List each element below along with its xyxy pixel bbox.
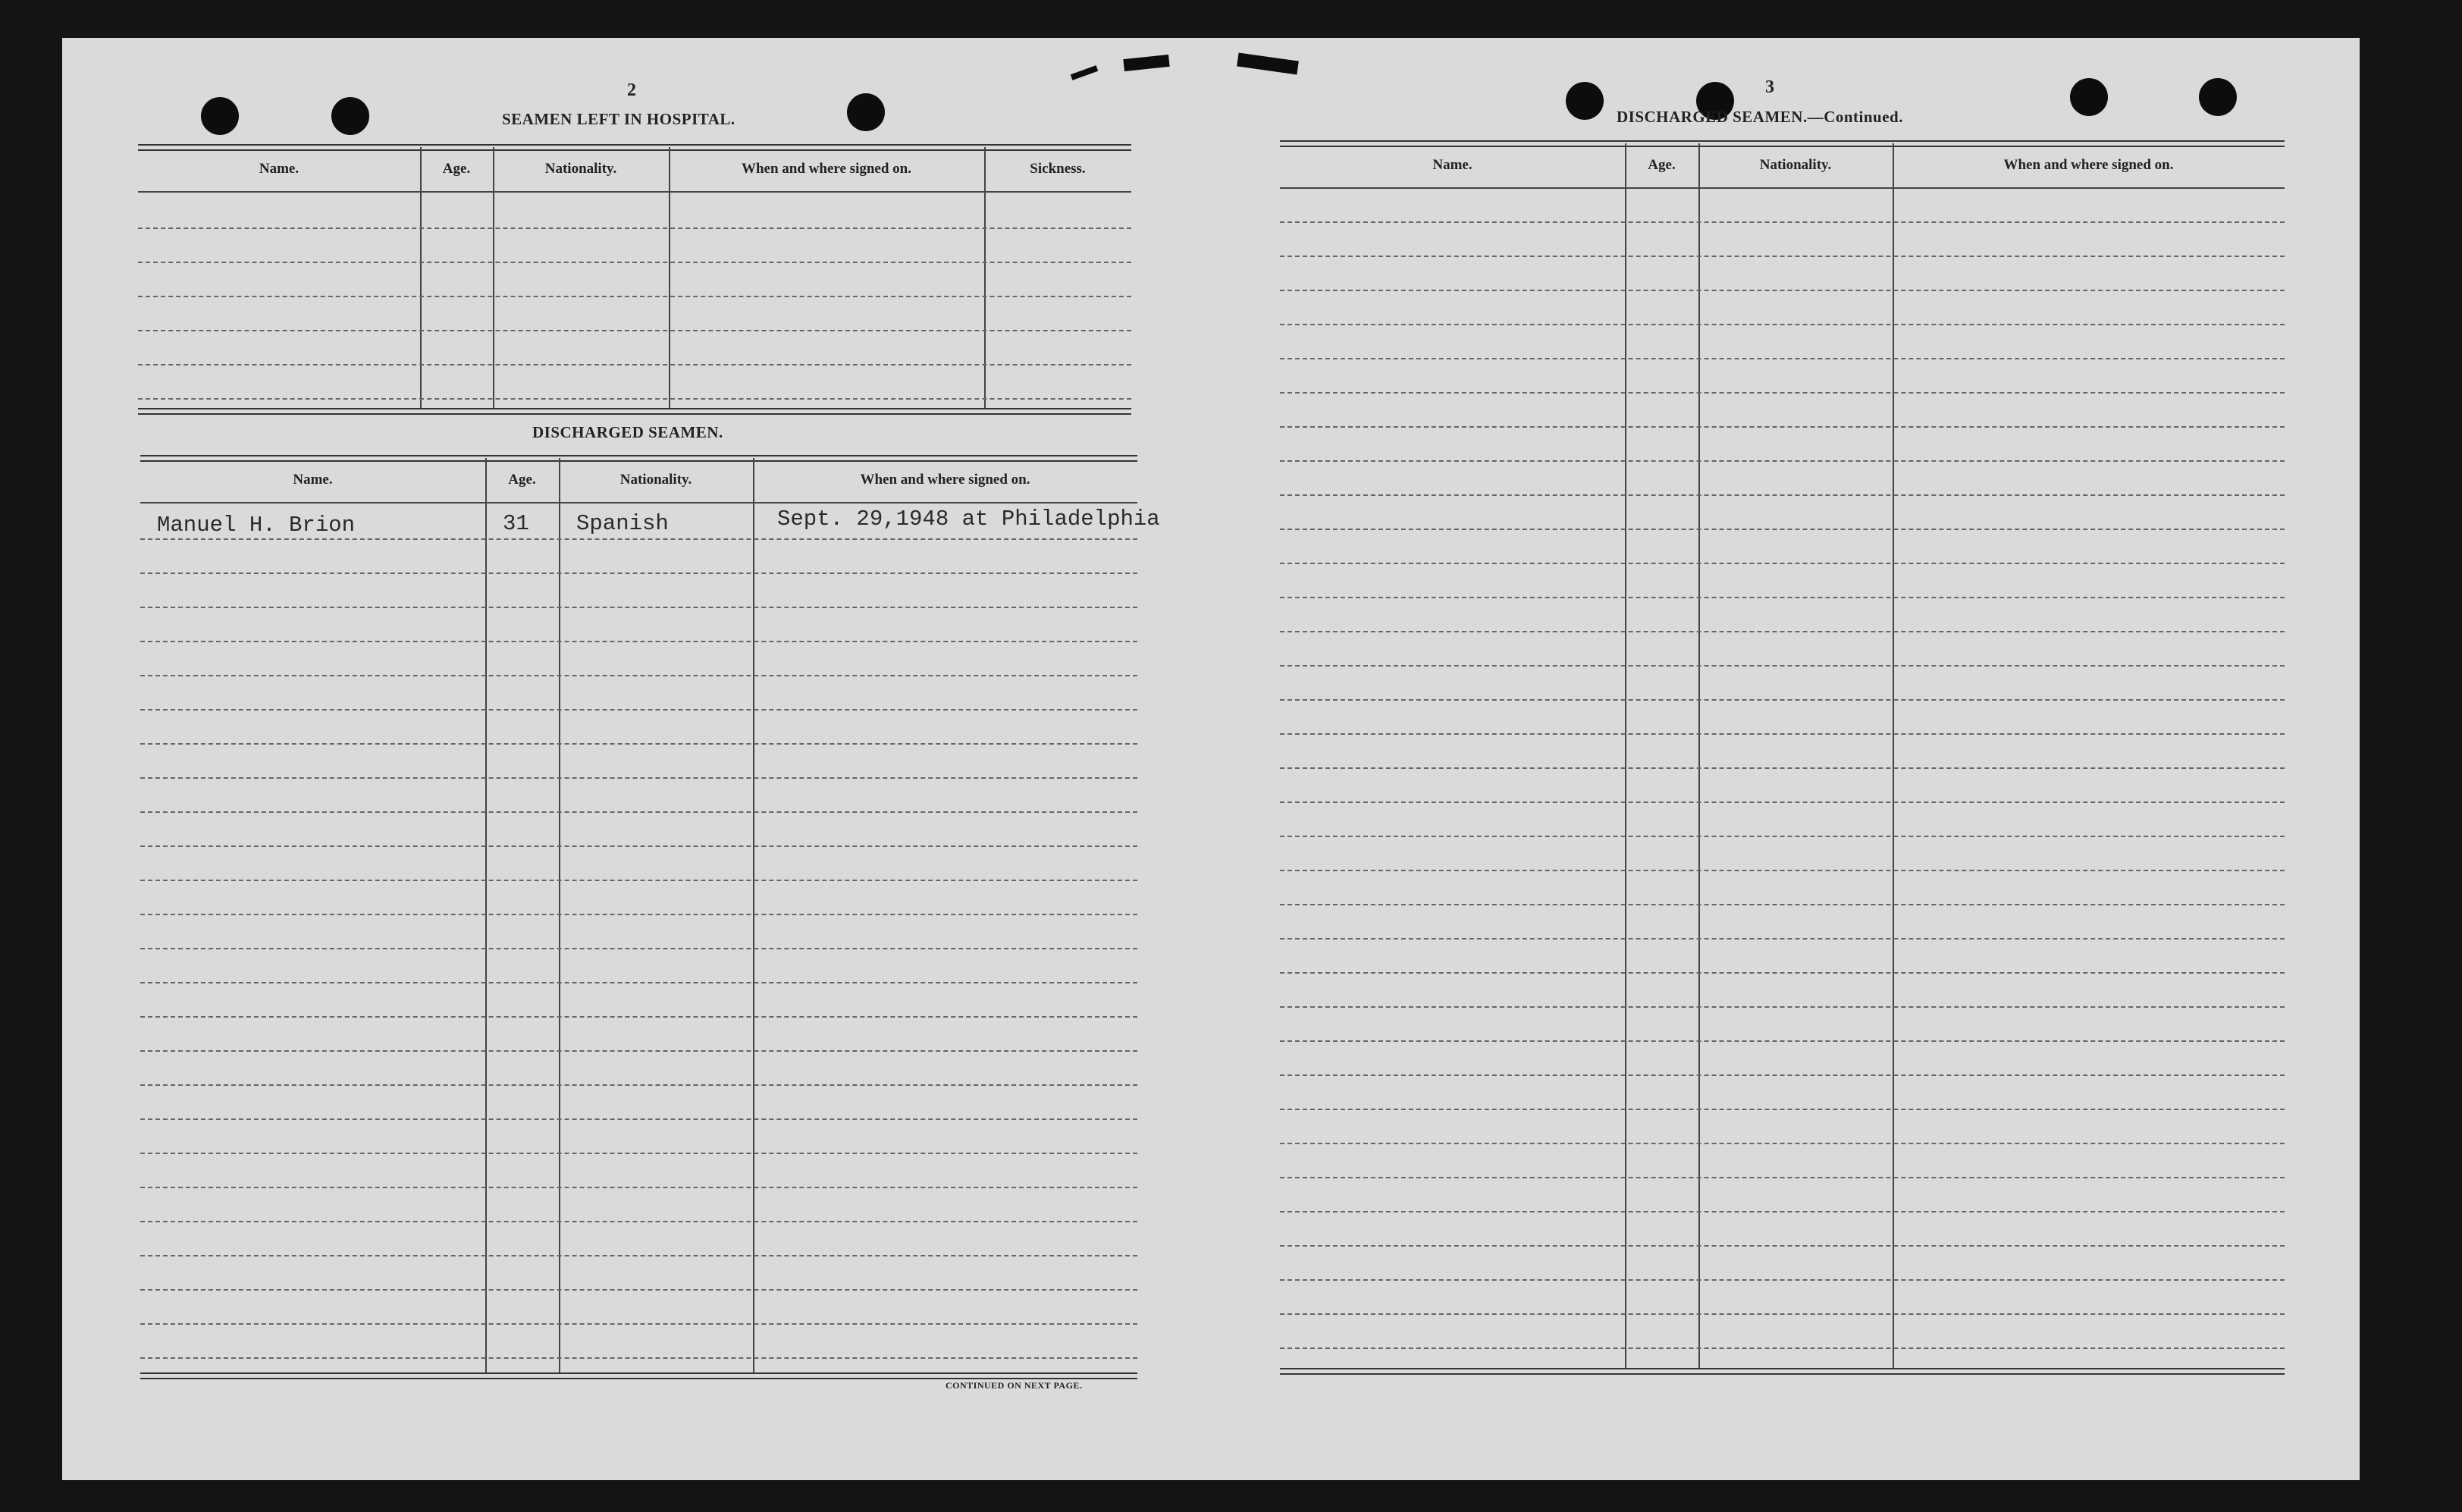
paper-damage (1071, 65, 1099, 80)
title-suffix: —Continued. (1807, 108, 1903, 126)
column-header: Name. (259, 161, 300, 177)
column-header: Nationality. (619, 472, 692, 488)
punch-hole (847, 93, 885, 131)
punch-hole (2070, 78, 2108, 116)
hospital-table (138, 144, 1131, 451)
column-header: When and where signed on. (741, 161, 911, 177)
column-header: Age. (1648, 157, 1676, 173)
column-header: When and where signed on. (2003, 157, 2174, 173)
column-header: Nationality. (1759, 157, 1832, 173)
left-page (62, 38, 1184, 1480)
column-header: Age. (442, 161, 471, 177)
continued-note: CONTINUED ON NEXT PAGE. (946, 1380, 1083, 1391)
column-header: Name. (1432, 157, 1472, 173)
column-header: When and where signed on. (860, 472, 1030, 488)
title-main: DISCHARGED SEAMEN. (1617, 108, 1808, 126)
column-header: Sickness. (1030, 161, 1086, 177)
page-number: 2 (627, 80, 636, 100)
seaman-signed-on: Sept. 29,1948 at Philadelphia (777, 507, 1160, 532)
column-header: Nationality. (544, 161, 617, 177)
seaman-nationality: Spanish (576, 511, 669, 536)
discharged-table (140, 455, 1160, 1418)
column-header: Age. (508, 472, 536, 488)
punch-hole (201, 97, 239, 135)
column-header: Name. (293, 472, 333, 488)
discharged-continued-title (1617, 108, 1903, 127)
paper-damage (1123, 55, 1169, 71)
punch-hole (2199, 78, 2237, 116)
paper-damage (1237, 53, 1299, 75)
discharged-section-title: DISCHARGED SEAMEN. (532, 423, 723, 441)
hospital-section-title: SEAMEN LEFT IN HOSPITAL. (502, 110, 735, 128)
page-number: 3 (1765, 77, 1774, 97)
punch-hole (1566, 82, 1604, 120)
seaman-name: Manuel H. Brion (157, 513, 356, 538)
punch-hole (331, 97, 369, 135)
seaman-age: 31 (503, 511, 529, 536)
document-sheet (62, 38, 2360, 1480)
discharged-continued-table (1280, 140, 2285, 1414)
right-page (1200, 38, 2360, 1480)
